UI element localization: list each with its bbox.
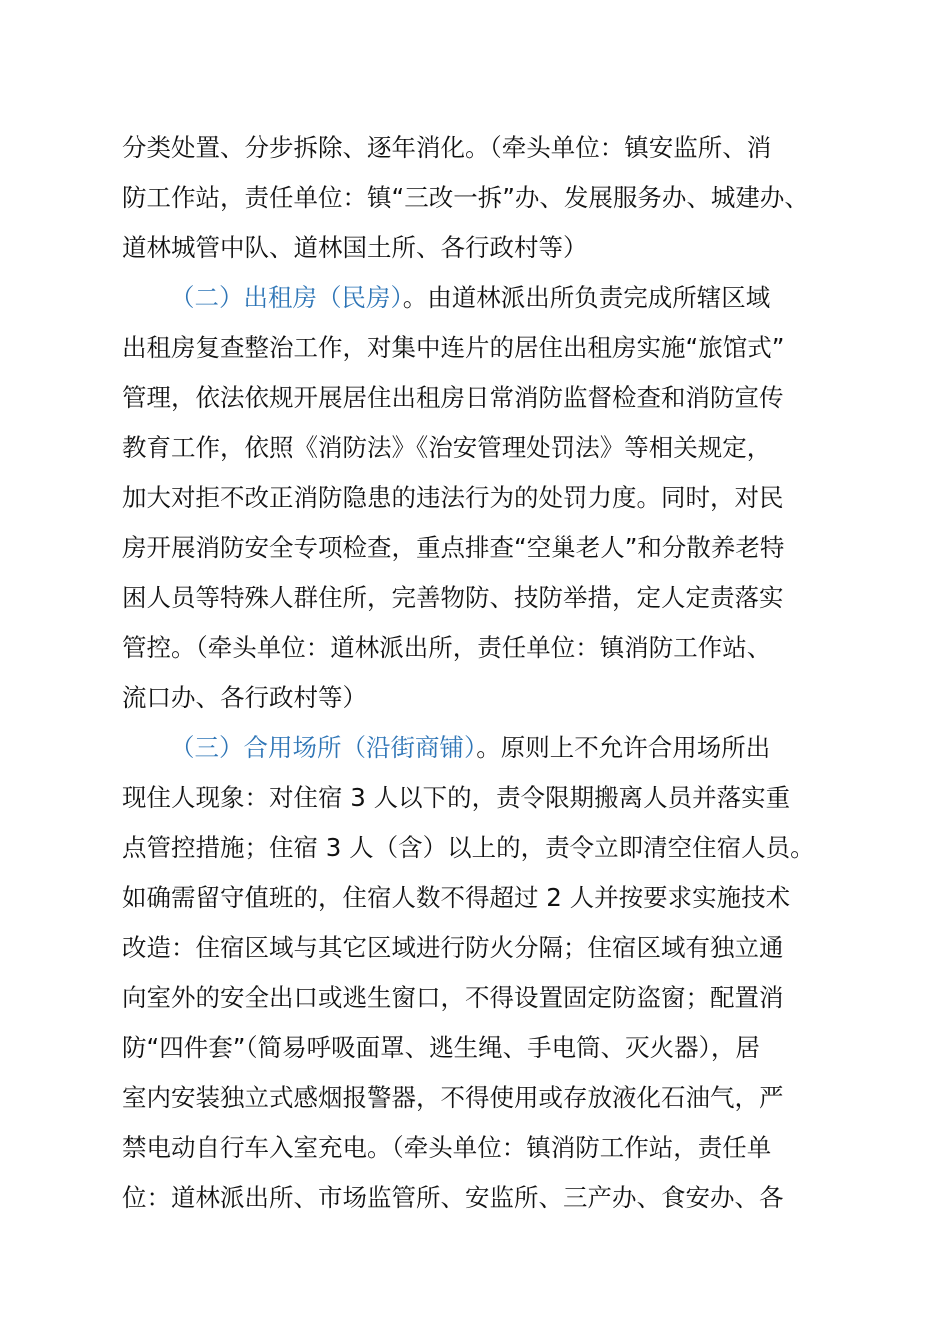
text-line: 改造：住宿区域与其它区域进行防火分隔；住宿区域有独立通 [122,933,784,962]
text-line: 如确需留守值班的，住宿人数不得超过 2 人并按要求实施技术 [122,883,791,912]
text-line: 流口办、各行政村等） [122,683,367,712]
text-line: 管理，依法依规开展居住出租房日常消防监督检查和消防宣传 [122,383,784,412]
text-line: 防“四件套”（简易呼吸面罩、逃生绳、手电筒、灭火器），居 [122,1033,760,1062]
text-line: 点管控措施；住宿 3 人（含）以上的，责令立即清空住宿人员。 [122,833,815,862]
text-line: 室内安装独立式感烟报警器，不得使用或存放液化石油气，严 [122,1083,784,1112]
text-line: 分类处置、分步拆除、逐年消化。（牵头单位：镇安监所、消 [122,133,772,162]
text-line: 禁电动自行车入室充电。（牵头单位：镇消防工作站，责任单 [122,1133,772,1162]
text-line: 教育工作，依照《消防法》《治安管理处罚法》等相关规定， [122,433,772,462]
text-line: 防工作站，责任单位：镇“三改一拆”办、发展服务办、城建办、 [122,183,809,212]
text-line: 位：道林派出所、市场监管所、安监所、三产办、食安办、各 [122,1183,784,1212]
text-line: 出租房复查整治工作，对集中连片的居住出租房实施“旅馆式” [122,333,785,362]
text-line [170,278,838,318]
section-heading: （二）出租房（民房） [170,283,403,312]
text-line: 管控。（牵头单位：道林派出所，责任单位：镇消防工作站、 [122,633,772,662]
text-line [170,728,838,768]
text-run: 。由道林派出所负责完成所辖区域 [402,283,771,312]
section-heading: （三）合用场所（沿街商铺） [170,733,477,762]
text-line: 加大对拒不改正消防隐患的违法行为的处罚力度。同时，对民 [122,483,784,512]
text-line: 道林城管中队、道林国土所、各行政村等） [122,233,588,262]
text-run: 。原则上不允许合用场所出 [476,733,771,762]
text-line: 向室外的安全出口或逃生窗口，不得设置固定防盗窗；配置消 [122,983,784,1012]
text-line: 困人员等特殊人群住所，完善物防、技防举措，定人定责落实 [122,583,784,612]
text-line: 房开展消防安全专项检查，重点排查“空巢老人”和分散养老特 [122,533,785,562]
text-line: 现住人现象：对住宿 3 人以下的，责令限期搬离人员并落实重 [122,783,791,812]
